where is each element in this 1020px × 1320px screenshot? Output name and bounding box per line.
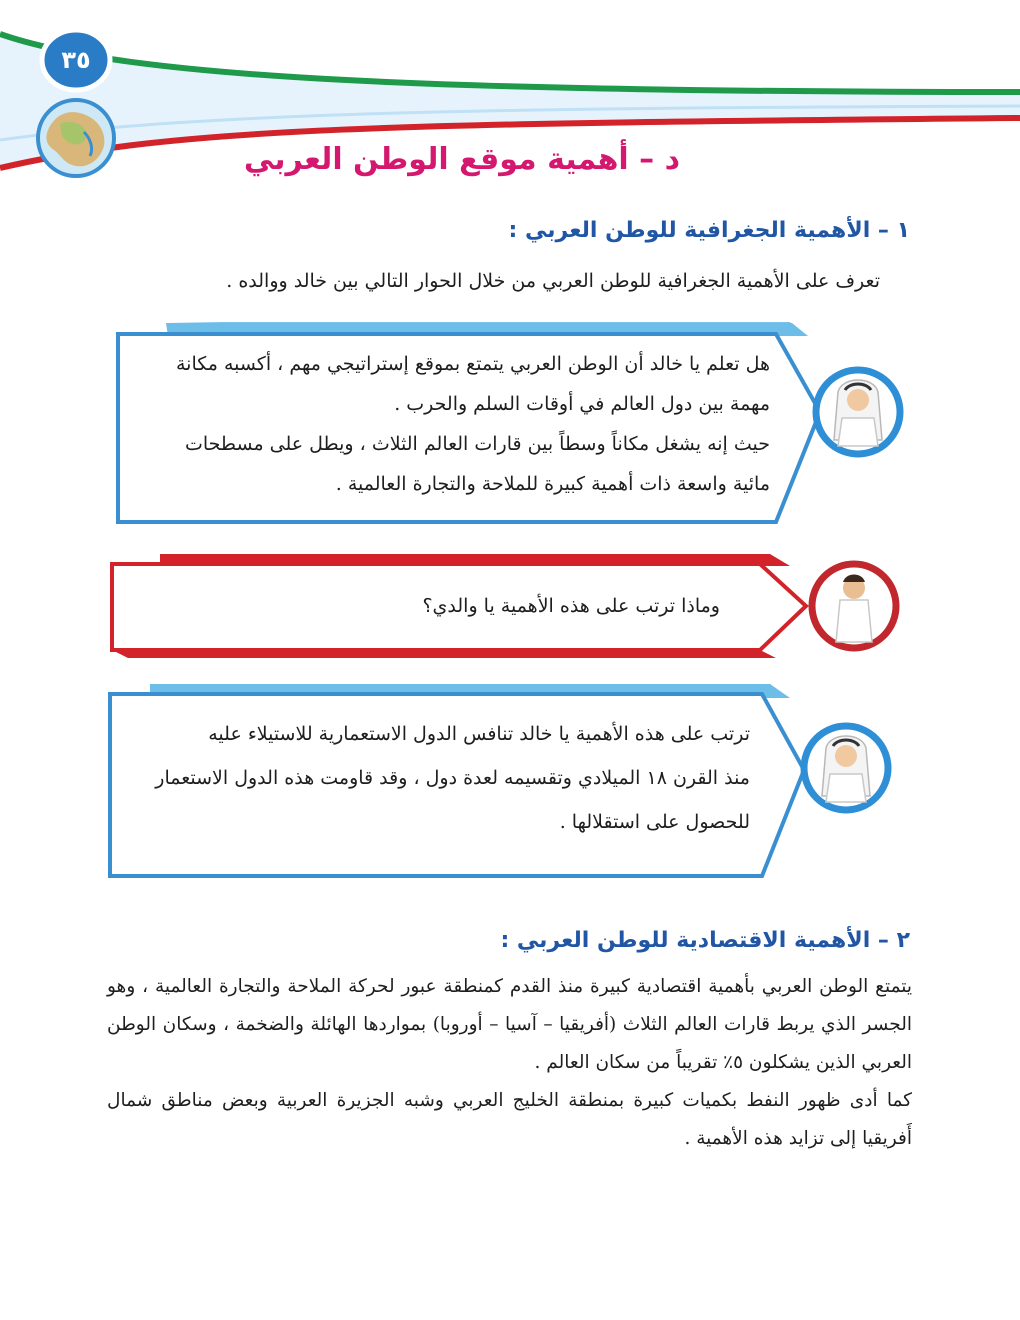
section-2-heading: ٢ – الأهمية الاقتصادية للوطن العربي :	[500, 928, 910, 953]
speech-line: للحصول على استقلالها .	[559, 811, 750, 833]
speech-line: هل تعلم يا خالد أن الوطن العربي يتمتع بموقع إستراتيجي مهم ، أكسبه مكانة	[175, 353, 770, 375]
khaled-speech-text	[160, 588, 720, 624]
speech-line: منذ القرن ١٨ الميلادي وتقسيمه لعدة دول ، وقد قاومت هذه الدول الاستعمار	[155, 767, 750, 789]
arab-world-map-icon	[38, 100, 114, 176]
section-1-heading: ١ – الأهمية الجغرافية للوطن العربي :	[508, 218, 910, 243]
page-number: ٣٥	[61, 46, 91, 74]
speech-line: وماذا ترتب على هذه الأهمية يا والدي؟	[422, 595, 720, 617]
father-speech-text-2	[120, 712, 750, 844]
speech-line: مهمة بين دول العالم في أوقات السلم والحرب .	[394, 393, 770, 415]
father-speech-text-1	[130, 344, 770, 504]
khaled-avatar-icon	[812, 564, 896, 648]
speech-line: ترتب على هذه الأهمية يا خالد تنافس الدول الاستعمارية للاستيلاء عليه	[208, 723, 750, 745]
speech-line: حيث إنه يشغل مكاناً وسطاً بين قارات العالم الثلاث ، ويطل على مسطحات	[184, 433, 770, 455]
section-2-paragraph-2: كما أدى ظهور النفط بكميات كبيرة بمنطقة الخليج العربي وشبه الجزيرة العربية وبعض مناطق شمال أَفريقيا إلى تزايد هذه الأهمية .	[107, 1090, 912, 1149]
lesson-title: د – أهمية موقع الوطن العربي	[243, 142, 680, 177]
father-avatar-icon	[804, 726, 888, 810]
section-1-intro: تعرف على الأهمية الجغرافية للوطن العربي من خلال الحوار التالي بين خالد ووالده .	[226, 270, 880, 292]
section-2-paragraph-1: يتمتع الوطن العربي بأهمية اقتصادية كبيرة منذ القدم كمنطقة عبور لحركة الملاحة والتجارة العالمية ، وهو الجسر الذي يربط قارات العالم الثلاث (أفريقيا – آسيا – أوروبا) بمواردها الهائلة والضخمة ، وسكان الوطن العربي الذين يشكلون ٥٪ تقريباً من سكان العالم .	[107, 976, 912, 1073]
father-avatar-icon	[816, 370, 900, 454]
speech-line: مائية واسعة ذات أهمية كبيرة للملاحة والتجارة العالمية .	[335, 473, 770, 495]
